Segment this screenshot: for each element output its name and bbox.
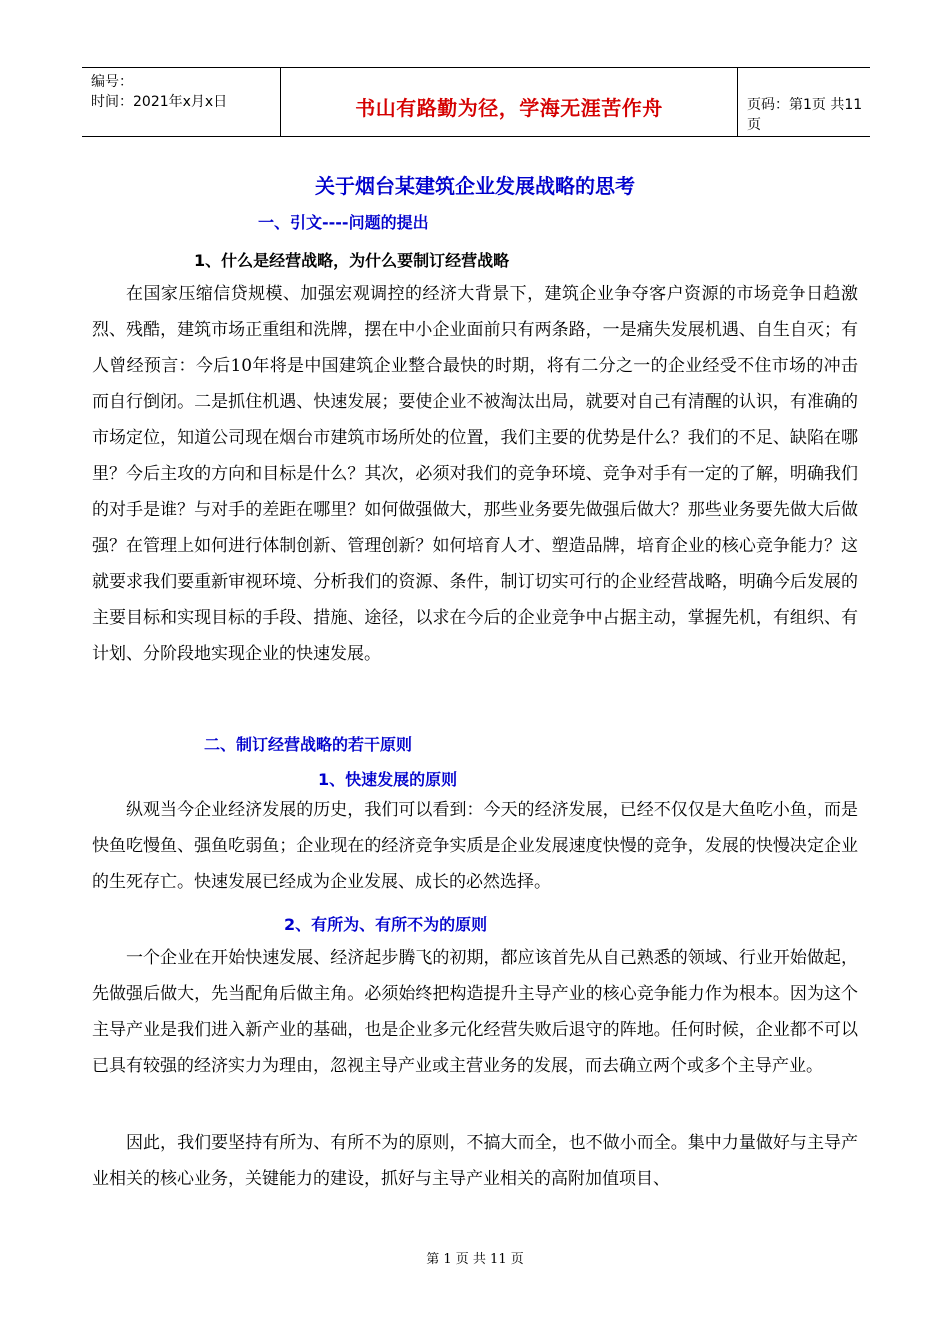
page-label: 页码：第1页 共11页 (747, 97, 863, 133)
section1-subheading: 1、什么是经营战略，为什么要制订经营战略 (194, 251, 510, 270)
paragraph-3: 一个企业在开始快速发展、经济起步腾飞的初期，都应该首先从自己熟悉的领域、行业开始做起，先做强后做大，先当配角后做主角。必须始终把构造提升主导产业的核心竞争能力作为根本。因为这个主导产业是我们进入新产业的基础，也是企业多元化经营失败后退守的阵地。任何时候，企业都不可以已具有较强的经济实力为理由，忽视主导产业或主营业务的发展，而去确立两个或多个主导产业。 (92, 948, 858, 1076)
paragraph-2: 纵观当今企业经济发展的历史，我们可以看到：今天的经济发展，已经不仅仅是大鱼吃小鱼，而是快鱼吃慢鱼、强鱼吃弱鱼；企业现在的经济竞争实质是企业发展速度快慢的竞争，发展的快慢决定企业的生死存亡。快速发展已经成为企业发展、成长的必然选择。 (92, 800, 858, 892)
section2-heading: 二、制订经营战略的若干原则 (204, 735, 413, 754)
section2-subheading-2: 2、有所为、有所不为的原则 (284, 915, 488, 934)
paragraph-4: 因此，我们要坚持有所为、有所不为的原则，不搞大而全，也不做小而全。集中力量做好与主导产业相关的核心业务，关键能力的建设，抓好与主导产业相关的高附加值项目、 (92, 1133, 858, 1189)
number-label: 编号： (91, 74, 133, 90)
section2-subheading-1: 1、快速发展的原则 (318, 770, 458, 789)
header-table (82, 67, 870, 137)
document-title: 关于烟台某建筑企业发展战略的思考 (315, 174, 635, 198)
header-page-cell (738, 68, 870, 136)
header-motto-cell (280, 68, 738, 136)
motto-text: 书山有路勤为径，学海无涯苦作舟 (355, 96, 663, 120)
paragraph-1: 在国家压缩信贷规模、加强宏观调控的经济大背景下，建筑企业争夺客户资源的市场竞争日趋激烈、残酷，建筑市场正重组和洗牌，摆在中小企业面前只有两条路，一是痛失发展机遇、自生自灭；有人曾经预言：今后10年将是中国建筑企业整合最快的时期，将有二分之一的企业经受不住市场的冲击而自行倒闭。二是抓住机遇、快速发展；要使企业不被淘汰出局，就要对自己有清醒的认识，有准确的市场定位，知道公司现在烟台市建筑市场所处的位置，我们主要的优势是什么？我们的不足、缺陷在哪里？今后主攻的方向和目标是什么？其次，必须对我们的竞争环境、竞争对手有一定的了解，明确我们的对手是谁？与对手的差距在哪里？如何做强做大，那些业务要先做强后做大？那些业务要先做大后做强？在管理上如何进行体制创新、管理创新？如何培育人才、塑造品牌，培育企业的核心竞争能力？这就要求我们要重新审视环境、分析我们的资源、条件，制订切实可行的企业经营战略，明确今后发展的主要目标和实现目标的手段、措施、途径，以求在今后的企业竞争中占据主动，掌握先机，有组织、有计划、分阶段地实现企业的快速发展。 (92, 284, 858, 664)
section1-heading: 一、引文----问题的提出 (258, 213, 429, 232)
header-left-cell (82, 68, 280, 136)
time-label: 时间：2021年x月x日 (91, 94, 228, 110)
page-footer: 第 1 页 共 11 页 (426, 1252, 524, 1267)
